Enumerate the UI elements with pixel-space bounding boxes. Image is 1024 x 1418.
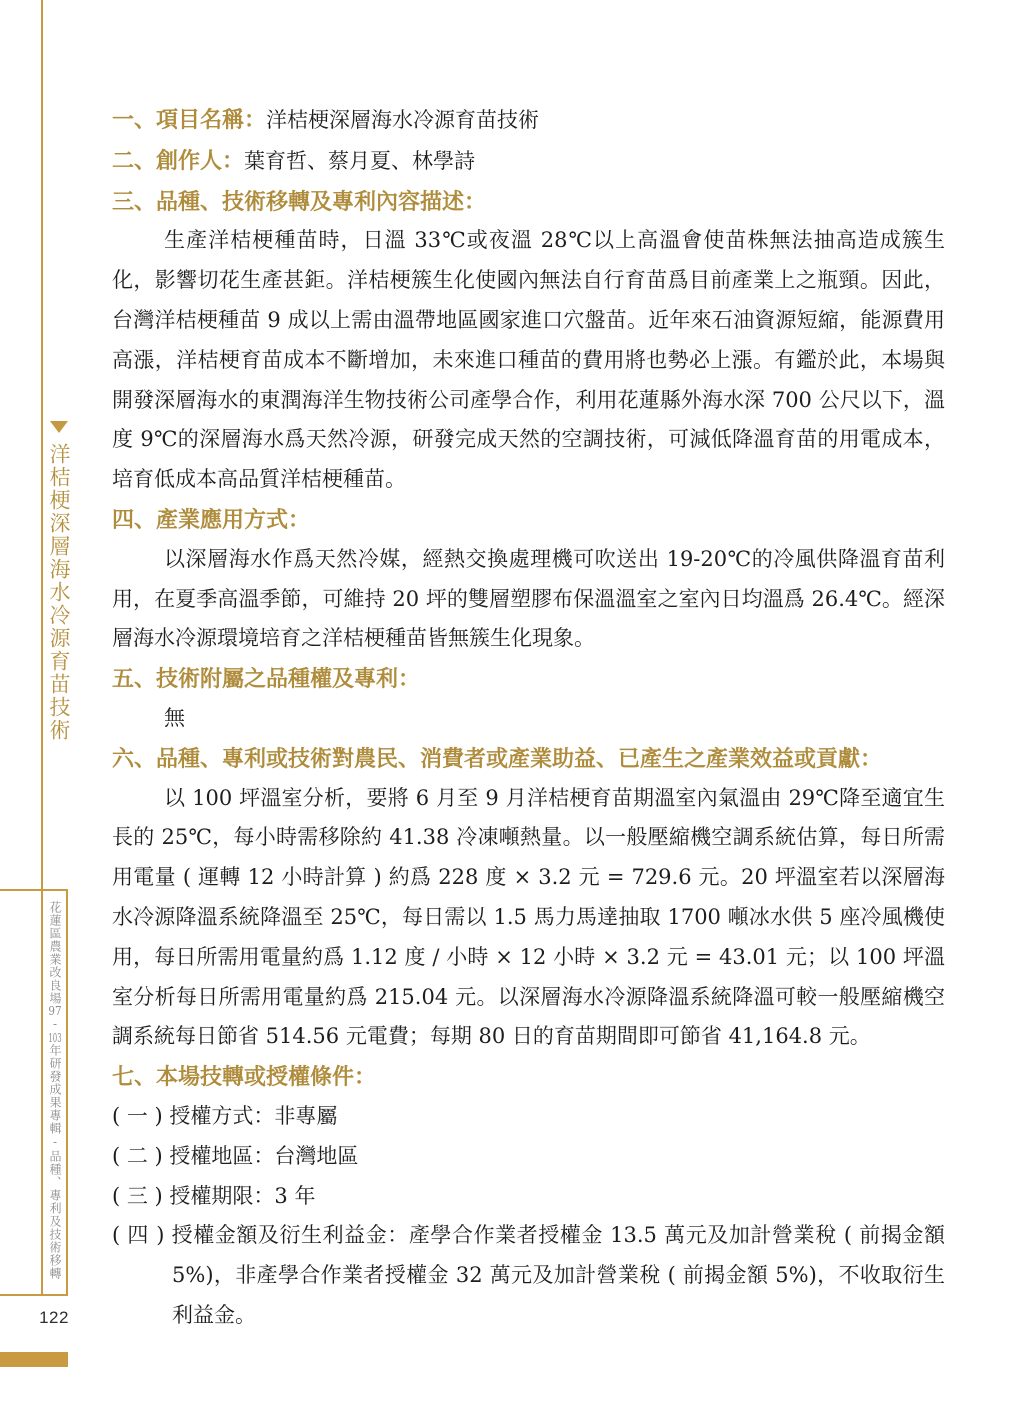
sidebar-top-rule xyxy=(0,889,43,891)
section-6-paragraph: 以 100 坪溫室分析，要將 6 月至 9 月洋桔梗育苗期溫室內氣溫由 29℃降至適宜生長的 25℃，每小時需移除約 41.38 冷凍噸熱量。以一般壓縮機空調系統估算，每日所需用電量 ( 運轉 12 小時計算 ) 約爲 228 度 × 3.2 元 = 729.6 元。20 坪溫室若以深層海水冷源降溫系統降溫至 25℃，每日需以 1.5 馬力馬達抽取 1700 噸冰水供 5 座冷風機使用，每日所需用電量約爲 1.12 度 / 小時 × 12 小時 × 3.2 元 = 43.01 元；以 100 坪溫室分析每日所需用電量約爲 215.04 元。以深層海水冷源降溫系統降溫可較一般壓縮機空調系統每日節省 514.56 元電費；每期 80 日的育苗期間即可節省 41,164.8 元。 xyxy=(112,785,945,1049)
license-item-1: ( 一 ) 授權方式：非專屬 xyxy=(112,1103,338,1128)
section-1-label: 一、項目名稱： xyxy=(112,107,267,132)
section-1-heading xyxy=(112,100,945,141)
series-title-box xyxy=(41,889,68,1296)
series-year-separator: - xyxy=(48,1017,62,1032)
section-6-heading: 六、品種、專利或技術對農民、消費者或產業助益、已產生之產業效益或貢獻： xyxy=(112,745,883,771)
series-year-end: 103 xyxy=(48,1032,62,1044)
section-5-paragraph: 無 xyxy=(164,705,185,730)
chapter-tab xyxy=(44,421,74,742)
triangle-down-icon xyxy=(50,421,68,433)
section-5-heading: 五、技術附屬之品種權及專利： xyxy=(112,666,421,692)
page-number: 122 xyxy=(39,1308,69,1327)
series-year-start: 97 xyxy=(48,1005,62,1017)
section-2-label: 二、創作人： xyxy=(112,147,245,173)
section-1-value: 洋桔梗深層海水冷源育苗技術 xyxy=(266,108,540,132)
license-item-2: ( 二 ) 授權地區：台灣地區 xyxy=(112,1143,359,1168)
section-4-paragraph: 以深層海水作爲天然冷媒，經熱交換處理機可吹送出 19-20℃的冷風供降溫育苗利用，在夏季高溫季節，可維持 20 坪的雙層塑膠布保溫溫室之室內日均溫爲 26.4℃。經深層海水冷源環境培育之洋桔梗種苗皆無簇生化現象。 xyxy=(112,546,945,651)
section-4-heading: 四、產業應用方式： xyxy=(112,506,311,532)
section-3-heading: 三、品種、技術移轉及專利內容描述： xyxy=(112,188,487,214)
section-7-heading: 七、本場技轉或授權條件： xyxy=(112,1064,377,1090)
series-title-suffix: 年研發成果專輯-品種、專利及技術移轉 xyxy=(48,1044,62,1280)
main-content xyxy=(112,100,945,1336)
license-item-3: ( 三 ) 授權期限：3 年 xyxy=(112,1183,316,1208)
chapter-title: 洋桔梗深層海水冷源育苗技術 xyxy=(47,443,71,742)
license-item-4: ( 四 ) 授權金額及衍生利益金：產學合作業者授權金 13.5 萬元及加計營業稅 ( 前揭金額 5%)，非產學合作業者授權金 32 萬元及加計營業稅 ( 前揭金額 5%)，不收取衍生利益金。 xyxy=(112,1223,945,1327)
series-title-prefix: 花蓮區農業改良場 xyxy=(48,901,62,1005)
series-title xyxy=(44,891,65,1294)
section-2-value: 葉育哲、蔡月夏、林學詩 xyxy=(244,148,476,173)
section-2-heading xyxy=(112,141,945,182)
footer-gold-bar xyxy=(0,1352,68,1367)
sidebar-bottom-rule xyxy=(0,1294,43,1296)
section-3-paragraph: 生產洋桔梗種苗時，日溫 33℃或夜溫 28℃以上高溫會使苗株無法抽高造成簇生化，影響切花生產甚鉅。洋桔梗簇生化使國內無法自行育苗爲目前產業上之瓶頸。因此，台灣洋桔梗種苗 9 成以上需由溫帶地區國家進口穴盤苗。近年來石油資源短縮，能源費用高漲，洋桔梗育苗成本不斷增加，未來進口種苗的費用將也勢必上漲。有鑑於此，本場與開發深層海水的東潤海洋生物技術公司產學合作，利用花蓮縣外海水深 700 公尺以下，溫度 9℃的深層海水爲天然冷源，研發完成天然的空調技術，可減低降溫育苗的用電成本，培育低成本高品質洋桔梗種苗。 xyxy=(112,228,945,492)
